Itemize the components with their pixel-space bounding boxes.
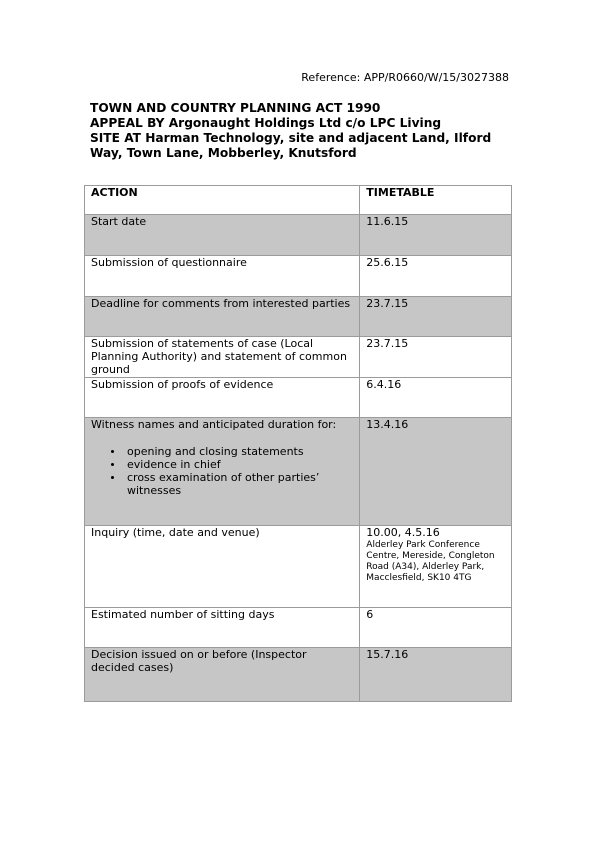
timetable-cell: 23.7.15 — [360, 297, 512, 337]
header-action: ACTION — [85, 186, 360, 215]
table-row-start-date — [85, 215, 512, 256]
inquiry-date: 10.00, 4.5.16 — [366, 526, 440, 539]
table-row-witness — [85, 418, 512, 526]
timetable-cell: 6 — [360, 608, 512, 648]
heading-site-line-2: Way, Town Lane, Mobberley, Knutsford — [90, 146, 357, 160]
action-cell — [85, 418, 360, 526]
action-cell: Estimated number of sitting days — [85, 608, 360, 648]
timetable-cell — [360, 526, 512, 608]
table-row-decision — [85, 648, 512, 702]
table-row-proofs — [85, 378, 512, 418]
table-row-questionnaire — [85, 256, 512, 297]
heading-appellant: APPEAL BY Argonaught Holdings Ltd c/o LPC Living — [90, 116, 442, 130]
action-cell: Submission of proofs of evidence — [85, 378, 360, 418]
timetable-cell: 23.7.15 — [360, 337, 512, 378]
list-item: opening and closing statements — [127, 445, 353, 458]
table-row-statements — [85, 337, 512, 378]
witness-intro: Witness names and anticipated duration for: — [91, 418, 337, 431]
timetable-cell: 6.4.16 — [360, 378, 512, 418]
heading-act: TOWN AND COUNTRY PLANNING ACT 1990 — [90, 101, 381, 115]
timetable-table — [84, 185, 512, 702]
witness-bullet-list — [91, 445, 353, 497]
timetable-cell: 15.7.16 — [360, 648, 512, 702]
table-row-inquiry — [85, 526, 512, 608]
action-cell: Deadline for comments from interested parties — [85, 297, 360, 337]
action-cell: Submission of questionnaire — [85, 256, 360, 297]
action-cell: Decision issued on or before (Inspector decided cases) — [85, 648, 360, 702]
inquiry-venue: Alderley Park Conference Centre, Mereside, Congleton Road (A34), Alderley Park, Macclesfield, SK10 4TG — [366, 540, 495, 583]
action-cell: Start date — [85, 215, 360, 256]
reference-number: Reference: APP/R0660/W/15/3027388 — [301, 71, 509, 84]
timetable-cell: 13.4.16 — [360, 418, 512, 526]
list-item: evidence in chief — [127, 458, 353, 471]
list-item: cross examination of other parties’ witnesses — [127, 471, 353, 497]
action-cell: Submission of statements of case (Local Planning Authority) and statement of common ground — [85, 337, 360, 378]
table-header-row — [85, 186, 512, 215]
header-timetable: TIMETABLE — [360, 186, 512, 215]
timetable-cell: 25.6.15 — [360, 256, 512, 297]
document-heading — [90, 101, 520, 161]
heading-site-line-1: SITE AT Harman Technology, site and adjacent Land, Ilford — [90, 131, 492, 145]
table-row-sitting-days — [85, 608, 512, 648]
timetable-cell: 11.6.15 — [360, 215, 512, 256]
table-row-deadline — [85, 297, 512, 337]
action-cell: Inquiry (time, date and venue) — [85, 526, 360, 608]
